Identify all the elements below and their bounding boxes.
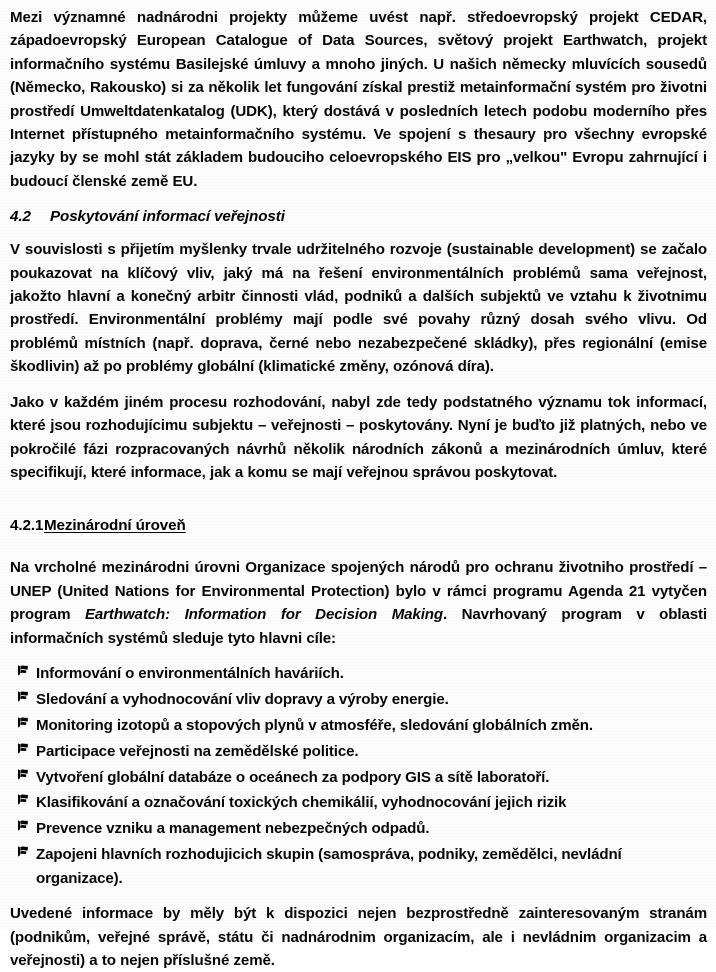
subsection-heading-4-2-1 xyxy=(10,516,186,536)
paragraph-sustainable-development: V souvislosti s přijetím myšlenky trvale udržitelného rozvoje (sustainable development) se začalo poukazovat na klíčový vliv, jaký má na řešení environmentálních problémů sama veřejnost, jakožto hlavní a konečný arbitr činnosti vlád, podniků a dalších subjektů ve vztahu k životnimu prostředí. Environmentální problémy mají podle své povahy různý dosah svého vlivu. Od problémů místních (např. doprava, černé nebo nezabezpečené skládky), přes regionální (emise škodlivin) až po problémy globální (klimatické změny, ozónová díra). xyxy=(10,241,707,376)
list-item xyxy=(10,662,707,685)
list-item xyxy=(10,740,707,763)
pennant-flag-bullet-icon xyxy=(16,663,32,679)
unep-text-before-italic: Na vrcholné mezinárodni úrovni Organizace spojených národů pro ochranu životniho prostředí – UNEP (United Nations for Environmental Protection) bylo v rámci programu Agenda 21 vytyčen program xyxy=(10,559,707,624)
list-item xyxy=(10,688,707,711)
earthwatch-program-title: Earthwatch: Information for Decision Making xyxy=(84,606,443,624)
unep-text-after-italic: . Navrhovaný program v oblasti informačních systémů sleduje tyto hlavni cíle: xyxy=(10,606,707,647)
list-item xyxy=(10,843,707,890)
subsection-heading-number: 4.2.1 xyxy=(10,517,44,535)
list-item-label: Monitoring izotopů a stopových plynů v atmosféře, sledování globálních změn. xyxy=(36,716,593,734)
list-item xyxy=(10,791,707,814)
subsection-heading-wrapper xyxy=(10,500,707,546)
list-item xyxy=(10,766,707,789)
list-item xyxy=(10,817,707,840)
pennant-flag-bullet-icon xyxy=(16,818,32,834)
list-item xyxy=(10,714,707,737)
list-item-label: Zapojeni hlavních rozhodujicich skupin (samospráva, podniky, zemědělci, nevládní organizace). xyxy=(36,846,622,887)
pennant-flag-bullet-icon xyxy=(16,767,32,783)
list-item-label: Klasifikování a označování toxických chemikálií, vyhodnocování jejich rizik xyxy=(36,794,567,812)
list-item-label: Informování o environmentálních haváriích. xyxy=(36,664,344,682)
pennant-flag-bullet-icon xyxy=(16,844,32,860)
list-item-label: Vytvoření globální databáze o oceánech za podpory GIS a sítě laboratoří. xyxy=(36,768,550,786)
subsection-heading-title: Mezinárodní úroveň xyxy=(44,517,186,535)
list-item-label: Participace veřejnosti na zemědělské politice. xyxy=(36,742,359,760)
pennant-flag-bullet-icon xyxy=(16,715,32,731)
pennant-flag-bullet-icon xyxy=(16,741,32,757)
paragraph-international-projects: Mezi významné nadnárodni projekty můžeme uvést např. středoevropský projekt CEDAR, západoevropský European Catalogue of Data Sources, světový projekt Earthwatch, projekt informačního systému Basilejské úmluvy a mnoho jiných. U našich německy mluvících sousedů (Německo, Rakousko) si za několik let fungování získal prestiž metainformační systém pro životni prostředí Umweltdatenkatalog (UDK), který dostává v posledních letech podobu moderního přes Internet přístupného metainformačního systému. Ve spojení s thesaury pro všechny evropské jazyky by se mohl stát základem budouciho celoevropského EIS pro „velkou" Evropu zahrnující i budoucí členské země EU. xyxy=(10,9,707,190)
list-item-label: Prevence vzniku a management nebezpečných odpadů. xyxy=(36,820,430,838)
earthwatch-goals-list xyxy=(10,662,707,890)
section-heading-number: 4.2 xyxy=(10,208,31,226)
paragraph-unep-earthwatch xyxy=(10,556,707,650)
page-content-area xyxy=(10,6,707,972)
section-heading-title: Poskytování informací veřejnosti xyxy=(50,208,285,226)
list-item-label: Sledování a vyhodnocování vliv dopravy a výroby energie. xyxy=(36,690,449,708)
pennant-flag-bullet-icon xyxy=(16,792,32,808)
paragraph-information-flow: Jako v každém jiném procesu rozhodování, nabyl zde tedy podstatného významu tok informací, které jsou rozhodujícimu subjektu – veřejnosti – poskytovány. Nyní je buďto již platných, nebo ve pokročilé fázi rozpracovaných návrhů několik národních zákonů a mezinárodních úmluv, které specifikují, které informace, jak a komu se mají veřejnou správou poskytovat. xyxy=(10,393,707,481)
section-heading-4-2 xyxy=(10,207,707,227)
pennant-flag-bullet-icon xyxy=(16,689,32,705)
paragraph-closing-availability: Uvedené informace by měly být k dispozici nejen bezprostředně zainteresovaným stranám (podnikům, veřejné správě, státu či nadnárodnim organizacím, ale i nevládnim organizacim a veřejnosti) a to nejen příslušné země. xyxy=(10,905,707,969)
